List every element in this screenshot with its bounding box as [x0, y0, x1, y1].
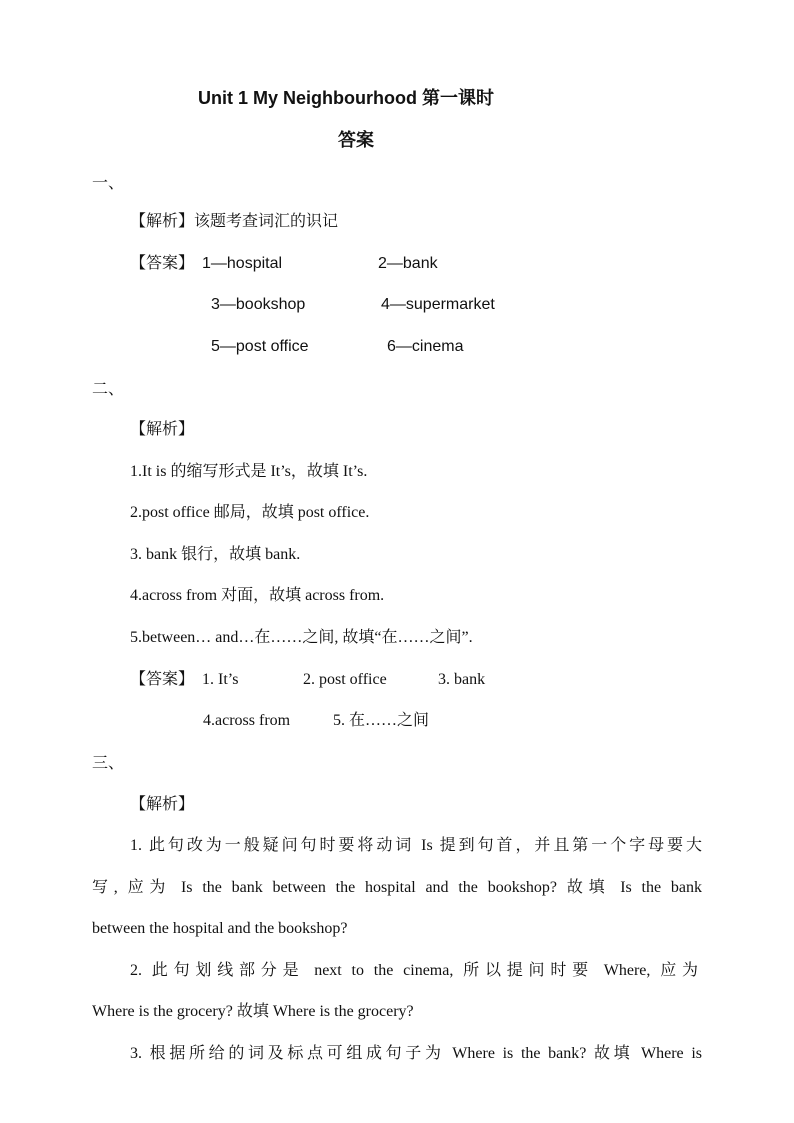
section-1-analysis: 【解析】该题考查词汇的识记: [130, 213, 339, 230]
section-1-answer-4: 4—supermarket: [381, 296, 495, 313]
section-2-answer-label: 【答案】: [130, 671, 195, 688]
section-3-analysis: 【解析】: [130, 796, 195, 813]
section-2-number: 二、: [92, 381, 125, 398]
section-2-line-2: 2.post office 邮局，故填 post office.: [130, 504, 370, 521]
section-2-answer-3: 3. bank: [438, 671, 486, 688]
section-3-item-2-line-1: 2. 此句划线部分是 next to the cinema, 所以提问时要 Where, 应为: [130, 962, 698, 979]
section-1-answer-1: 1—hospital: [202, 255, 283, 272]
section-3-item-1-line-1: 1. 此句改为一般疑问句时要将动词 Is 提到句首，并且第一个字母要大: [130, 837, 702, 854]
section-1-answer-6: 6—cinema: [387, 338, 464, 355]
answer-heading: 答案: [338, 130, 374, 150]
section-3-item-1-line-2: 写, 应为 Is the bank between the hospital and the bookshop? 故填 Is the bank: [92, 879, 702, 896]
section-1-answer-2: 2—bank: [378, 255, 438, 272]
section-2-answer-2: 2. post office: [303, 671, 387, 688]
section-1-number: 一、: [92, 175, 125, 192]
section-2-answer-4: 4.across from: [203, 712, 291, 729]
section-2-line-1: 1.It is 的缩写形式是 It’s，故填 It’s.: [130, 463, 368, 480]
section-1-answer-label: 【答案】: [130, 255, 195, 272]
section-3-item-2-line-2: Where is the grocery? 故填 Where is the grocery?: [92, 1003, 414, 1020]
section-1-answer-3: 3—bookshop: [211, 296, 306, 313]
section-3-item-3-line-1: 3. 根据所给的词及标点可组成句子为 Where is the bank? 故填 Where is: [130, 1045, 702, 1062]
section-1-answer-5: 5—post office: [211, 338, 309, 355]
page-title: Unit 1 My Neighbourhood 第一课时: [198, 88, 494, 108]
section-2-line-5: 5.between… and…在……之间, 故填“在……之间”.: [130, 629, 473, 646]
section-2-line-4: 4.across from 对面，故填 across from.: [130, 587, 385, 604]
section-2-analysis: 【解析】: [130, 421, 195, 438]
section-3-number: 三、: [92, 755, 125, 772]
section-2-line-3: 3. bank 银行，故填 bank.: [130, 546, 301, 563]
section-2-answer-1: 1. It’s: [202, 671, 239, 688]
section-3-item-1-line-3: between the hospital and the bookshop?: [92, 920, 348, 937]
section-2-answer-5: 5. 在……之间: [333, 712, 430, 729]
